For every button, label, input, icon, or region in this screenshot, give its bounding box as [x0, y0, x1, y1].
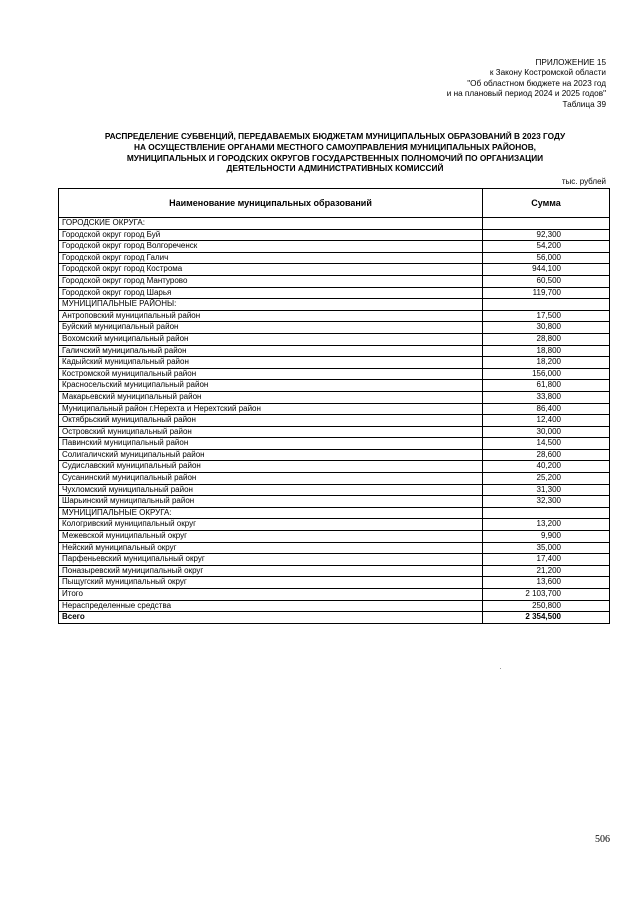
table-header-row — [59, 189, 610, 218]
row-name-cell: Судиславский муниципальный район — [59, 461, 483, 473]
row-name-cell: Красносельский муниципальный район — [59, 380, 483, 392]
table-row — [59, 565, 610, 577]
row-name-cell: Антроповский муниципальный район — [59, 310, 483, 322]
table-number: Таблица 39 — [562, 99, 606, 109]
title-line: НА ОСУЩЕСТВЛЕНИЕ ОРГАНАМИ МЕСТНОГО САМОУПРАВЛЕНИЯ МУНИЦИПАЛЬНЫХ РАЙОНОВ, — [133, 141, 536, 152]
row-name-cell: Городской округ город Кострома — [59, 264, 483, 276]
table-row — [59, 554, 610, 566]
row-value-cell: 2 103,700 — [483, 589, 610, 601]
row-value-cell: 14,500 — [483, 438, 610, 450]
row-value-cell: 17,400 — [483, 554, 610, 566]
row-value-cell: 9,900 — [483, 531, 610, 543]
row-name-cell: Островский муниципальный район — [59, 426, 483, 438]
row-name-cell: Городской округ город Галич — [59, 252, 483, 264]
row-value-cell: 92,300 — [483, 229, 610, 241]
table-row — [59, 415, 610, 427]
table-row — [59, 380, 610, 392]
row-name-cell: Всего — [59, 612, 483, 624]
row-value-cell: 35,000 — [483, 542, 610, 554]
row-name-cell: Вохомский муниципальный район — [59, 333, 483, 345]
document-title — [58, 131, 612, 174]
table-row — [59, 612, 610, 624]
table-row — [59, 542, 610, 554]
row-value-cell: 18,200 — [483, 357, 610, 369]
row-value-cell: 17,500 — [483, 310, 610, 322]
appendix-block — [306, 58, 606, 110]
row-value-cell: 25,200 — [483, 473, 610, 485]
row-value-cell: 13,200 — [483, 519, 610, 531]
row-name-cell: Кадыйский муниципальный район — [59, 357, 483, 369]
row-value-cell — [483, 507, 610, 519]
table-row — [59, 345, 610, 357]
row-name-cell: Сусанинский муниципальный район — [59, 473, 483, 485]
row-name-cell: Пыщугский муниципальный округ — [59, 577, 483, 589]
table-row — [59, 322, 610, 334]
table-row — [59, 589, 610, 601]
row-name-cell: Буйский муниципальный район — [59, 322, 483, 334]
row-name-cell: Кологривский муниципальный округ — [59, 519, 483, 531]
table-row — [59, 264, 610, 276]
row-value-cell: 40,200 — [483, 461, 610, 473]
row-name-cell: Нейский муниципальный округ — [59, 542, 483, 554]
row-name-cell: Чухломский муниципальный район — [59, 484, 483, 496]
row-name-cell: Поназыревский муниципальный округ — [59, 565, 483, 577]
page-number: 506 — [595, 834, 610, 845]
title-line: МУНИЦИПАЛЬНЫХ И ГОРОДСКИХ ОКРУГОВ ГОСУДАРСТВЕННЫХ ПОЛНОМОЧИЙ ПО ОРГАНИЗАЦИИ — [126, 152, 544, 163]
table-row — [59, 484, 610, 496]
table-row — [59, 275, 610, 287]
row-value-cell: 33,800 — [483, 391, 610, 403]
row-value-cell: 119,700 — [483, 287, 610, 299]
table-row — [59, 461, 610, 473]
row-name-cell: Городской округ город Буй — [59, 229, 483, 241]
table-row — [59, 426, 610, 438]
row-value-cell: 156,000 — [483, 368, 610, 380]
row-value-cell: 28,800 — [483, 333, 610, 345]
table-row — [59, 507, 610, 519]
row-value-cell: 21,200 — [483, 565, 610, 577]
appendix-line: "Об областном бюджете на 2023 год — [467, 78, 606, 88]
appendix-line: ПРИЛОЖЕНИЕ 15 — [535, 58, 606, 67]
row-name-cell: Городской округ город Волгореченск — [59, 241, 483, 253]
table-row — [59, 449, 610, 461]
row-name-cell: Солигаличский муниципальный район — [59, 449, 483, 461]
table-row — [59, 473, 610, 485]
row-value-cell: 54,200 — [483, 241, 610, 253]
column-header-sum: Сумма — [483, 189, 610, 218]
table-row — [59, 403, 610, 415]
row-value-cell — [483, 218, 610, 230]
row-value-cell: 944,100 — [483, 264, 610, 276]
table-row — [59, 287, 610, 299]
row-name-cell: Костромской муниципальный район — [59, 368, 483, 380]
row-value-cell: 86,400 — [483, 403, 610, 415]
row-value-cell: 2 354,500 — [483, 612, 610, 624]
title-line: РАСПРЕДЕЛЕНИЕ СУБВЕНЦИЙ, ПЕРЕДАВАЕМЫХ БЮДЖЕТАМ МУНИЦИПАЛЬНЫХ ОБРАЗОВАНИЙ В 2023 ГОДУ — [104, 131, 566, 141]
table-row — [59, 241, 610, 253]
table-row — [59, 600, 610, 612]
row-name-cell: Нераспределенные средства — [59, 600, 483, 612]
table-row — [59, 218, 610, 230]
row-name-cell: Павинский муниципальный район — [59, 438, 483, 450]
subsidy-table — [58, 188, 610, 624]
row-value-cell: 30,800 — [483, 322, 610, 334]
row-value-cell: 30,000 — [483, 426, 610, 438]
row-name-cell: Итого — [59, 589, 483, 601]
row-name-cell: Межевской муниципальный округ — [59, 531, 483, 543]
row-value-cell: 250,800 — [483, 600, 610, 612]
row-value-cell: 56,000 — [483, 252, 610, 264]
table-row — [59, 391, 610, 403]
table-row — [59, 368, 610, 380]
row-value-cell: 18,800 — [483, 345, 610, 357]
row-name-cell: Галичский муниципальный район — [59, 345, 483, 357]
table-row — [59, 229, 610, 241]
row-value-cell: 61,800 — [483, 380, 610, 392]
row-name-cell: МУНИЦИПАЛЬНЫЕ ОКРУГА: — [59, 507, 483, 519]
row-name-cell: ГОРОДСКИЕ ОКРУГА: — [59, 218, 483, 230]
table-row — [59, 496, 610, 508]
row-name-cell: Макарьевский муниципальный район — [59, 391, 483, 403]
row-name-cell: Парфеньевский муниципальный округ — [59, 554, 483, 566]
table-row — [59, 333, 610, 345]
row-name-cell: Городской округ город Мантурово — [59, 275, 483, 287]
row-value-cell: 31,300 — [483, 484, 610, 496]
table-row — [59, 577, 610, 589]
table-row — [59, 310, 610, 322]
row-name-cell: Городской округ город Шарья — [59, 287, 483, 299]
scan-speck — [500, 668, 501, 669]
table-row — [59, 299, 610, 311]
table-row — [59, 252, 610, 264]
row-name-cell: МУНИЦИПАЛЬНЫЕ РАЙОНЫ: — [59, 299, 483, 311]
table-row — [59, 357, 610, 369]
appendix-line: и на плановый период 2024 и 2025 годов" — [446, 89, 606, 99]
row-name-cell: Шарьинский муниципальный район — [59, 496, 483, 508]
row-value-cell — [483, 299, 610, 311]
appendix-line: к Закону Костромской области — [489, 68, 606, 78]
unit-label: тыс. рублей — [561, 177, 606, 186]
row-value-cell: 60,500 — [483, 275, 610, 287]
table-row — [59, 531, 610, 543]
row-name-cell: Муниципальный район г.Нерехта и Нерехтский район — [59, 403, 483, 415]
title-line: ДЕЯТЕЛЬНОСТИ АДМИНИСТРАТИВНЫХ КОМИССИЙ — [226, 163, 444, 174]
table-row — [59, 519, 610, 531]
column-header-name: Наименование муниципальных образований — [59, 189, 483, 218]
row-value-cell: 28,600 — [483, 449, 610, 461]
row-value-cell: 12,400 — [483, 415, 610, 427]
table-row — [59, 438, 610, 450]
row-value-cell: 13,600 — [483, 577, 610, 589]
row-value-cell: 32,300 — [483, 496, 610, 508]
row-name-cell: Октябрьский муниципальный район — [59, 415, 483, 427]
